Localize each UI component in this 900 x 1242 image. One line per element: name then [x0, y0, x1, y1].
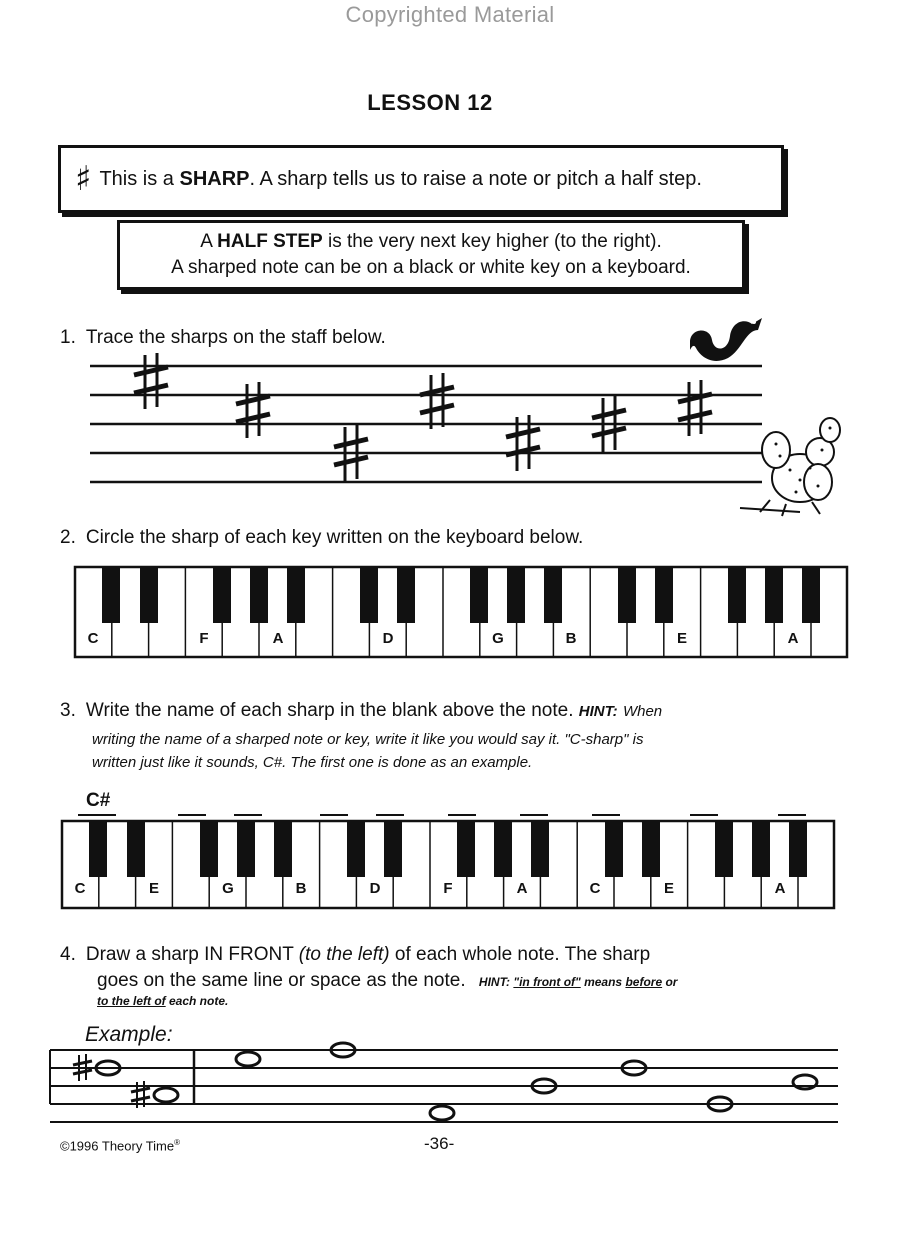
trace-sharp: [678, 380, 712, 436]
q3-hint: writing the name of a sharped note or key, write it like you would say it. "C-sharp" is written just like it sounds, C#. The first one is done as an example.: [92, 731, 644, 771]
q2-key-label[interactable]: F: [199, 630, 209, 647]
half-step-line1: A HALF STEP is the very next key higher (to the right).: [200, 231, 662, 252]
footer-copyright: ©1996 Theory Time®: [60, 1138, 181, 1154]
q2-key-label[interactable]: A: [272, 630, 284, 647]
trace-sharp: [420, 373, 454, 429]
whole-note: [236, 1052, 260, 1066]
whole-note: [154, 1088, 178, 1102]
whole-note: [430, 1106, 454, 1120]
q3-key-label: B: [295, 880, 307, 897]
q2-keyboard: [75, 567, 847, 657]
q2-key-label[interactable]: E: [676, 630, 688, 647]
trace-sharps[interactable]: [134, 353, 712, 481]
q1-staff: [90, 366, 762, 482]
sharp-icon: ♯: [75, 159, 92, 199]
page-number: -36-: [424, 1134, 455, 1153]
q4-example-notes: [73, 1054, 178, 1108]
q3-key-label: E: [663, 880, 675, 897]
q2-key-label[interactable]: B: [565, 630, 577, 647]
watermark: Copyrighted Material: [345, 2, 555, 27]
question-4-hint-line: to the left of each note.: [97, 994, 229, 1008]
question-3: 3. Write the name of each sharp in the blank above the note. HINT: When: [60, 700, 663, 721]
q3-key-label: G: [222, 880, 234, 897]
q2-key-label[interactable]: A: [787, 630, 799, 647]
lesson-title: LESSON 12: [367, 90, 493, 115]
question-2: 2. Circle the sharp of each key written on the keyboard below.: [60, 527, 584, 548]
question-1: 1. Trace the sharps on the staff below.: [60, 327, 386, 348]
sharp-definition-text: This is a SHARP. A sharp tells us to raise a note or pitch a half step.: [99, 167, 702, 190]
q3-example-answer: C#: [86, 790, 111, 811]
q2-key-label[interactable]: D: [382, 630, 394, 647]
q3-key-label: F: [443, 880, 453, 897]
q2-key-label[interactable]: G: [492, 630, 504, 647]
q3-key-label: C: [589, 880, 601, 897]
q3-key-label: E: [148, 880, 160, 897]
q4-exercise-notes[interactable]: [236, 1043, 817, 1120]
half-step-line2: A sharped note can be on a black or white key on a keyboard.: [171, 257, 691, 278]
q3-keyboard: [62, 821, 834, 908]
trace-sharp: [134, 353, 168, 409]
q3-hint-label: HINT: [578, 703, 613, 720]
question-4: 4. Draw a sharp IN FRONT (to the left) of each whole note. The sharp: [60, 944, 651, 965]
snake-icon: [690, 318, 762, 361]
q3-key-label: A: [774, 880, 786, 897]
cactus-icon: [740, 418, 840, 516]
q2-key-label[interactable]: C: [87, 630, 99, 647]
example-label: Example:: [85, 1023, 173, 1046]
question-4-line2: goes on the same line or space as the note. HINT: "in front of" means before or: [97, 970, 678, 991]
q3-key-label: C: [74, 880, 86, 897]
q3-key-label: A: [516, 880, 528, 897]
q3-key-label: D: [369, 880, 381, 897]
trace-sharp: [236, 382, 270, 438]
